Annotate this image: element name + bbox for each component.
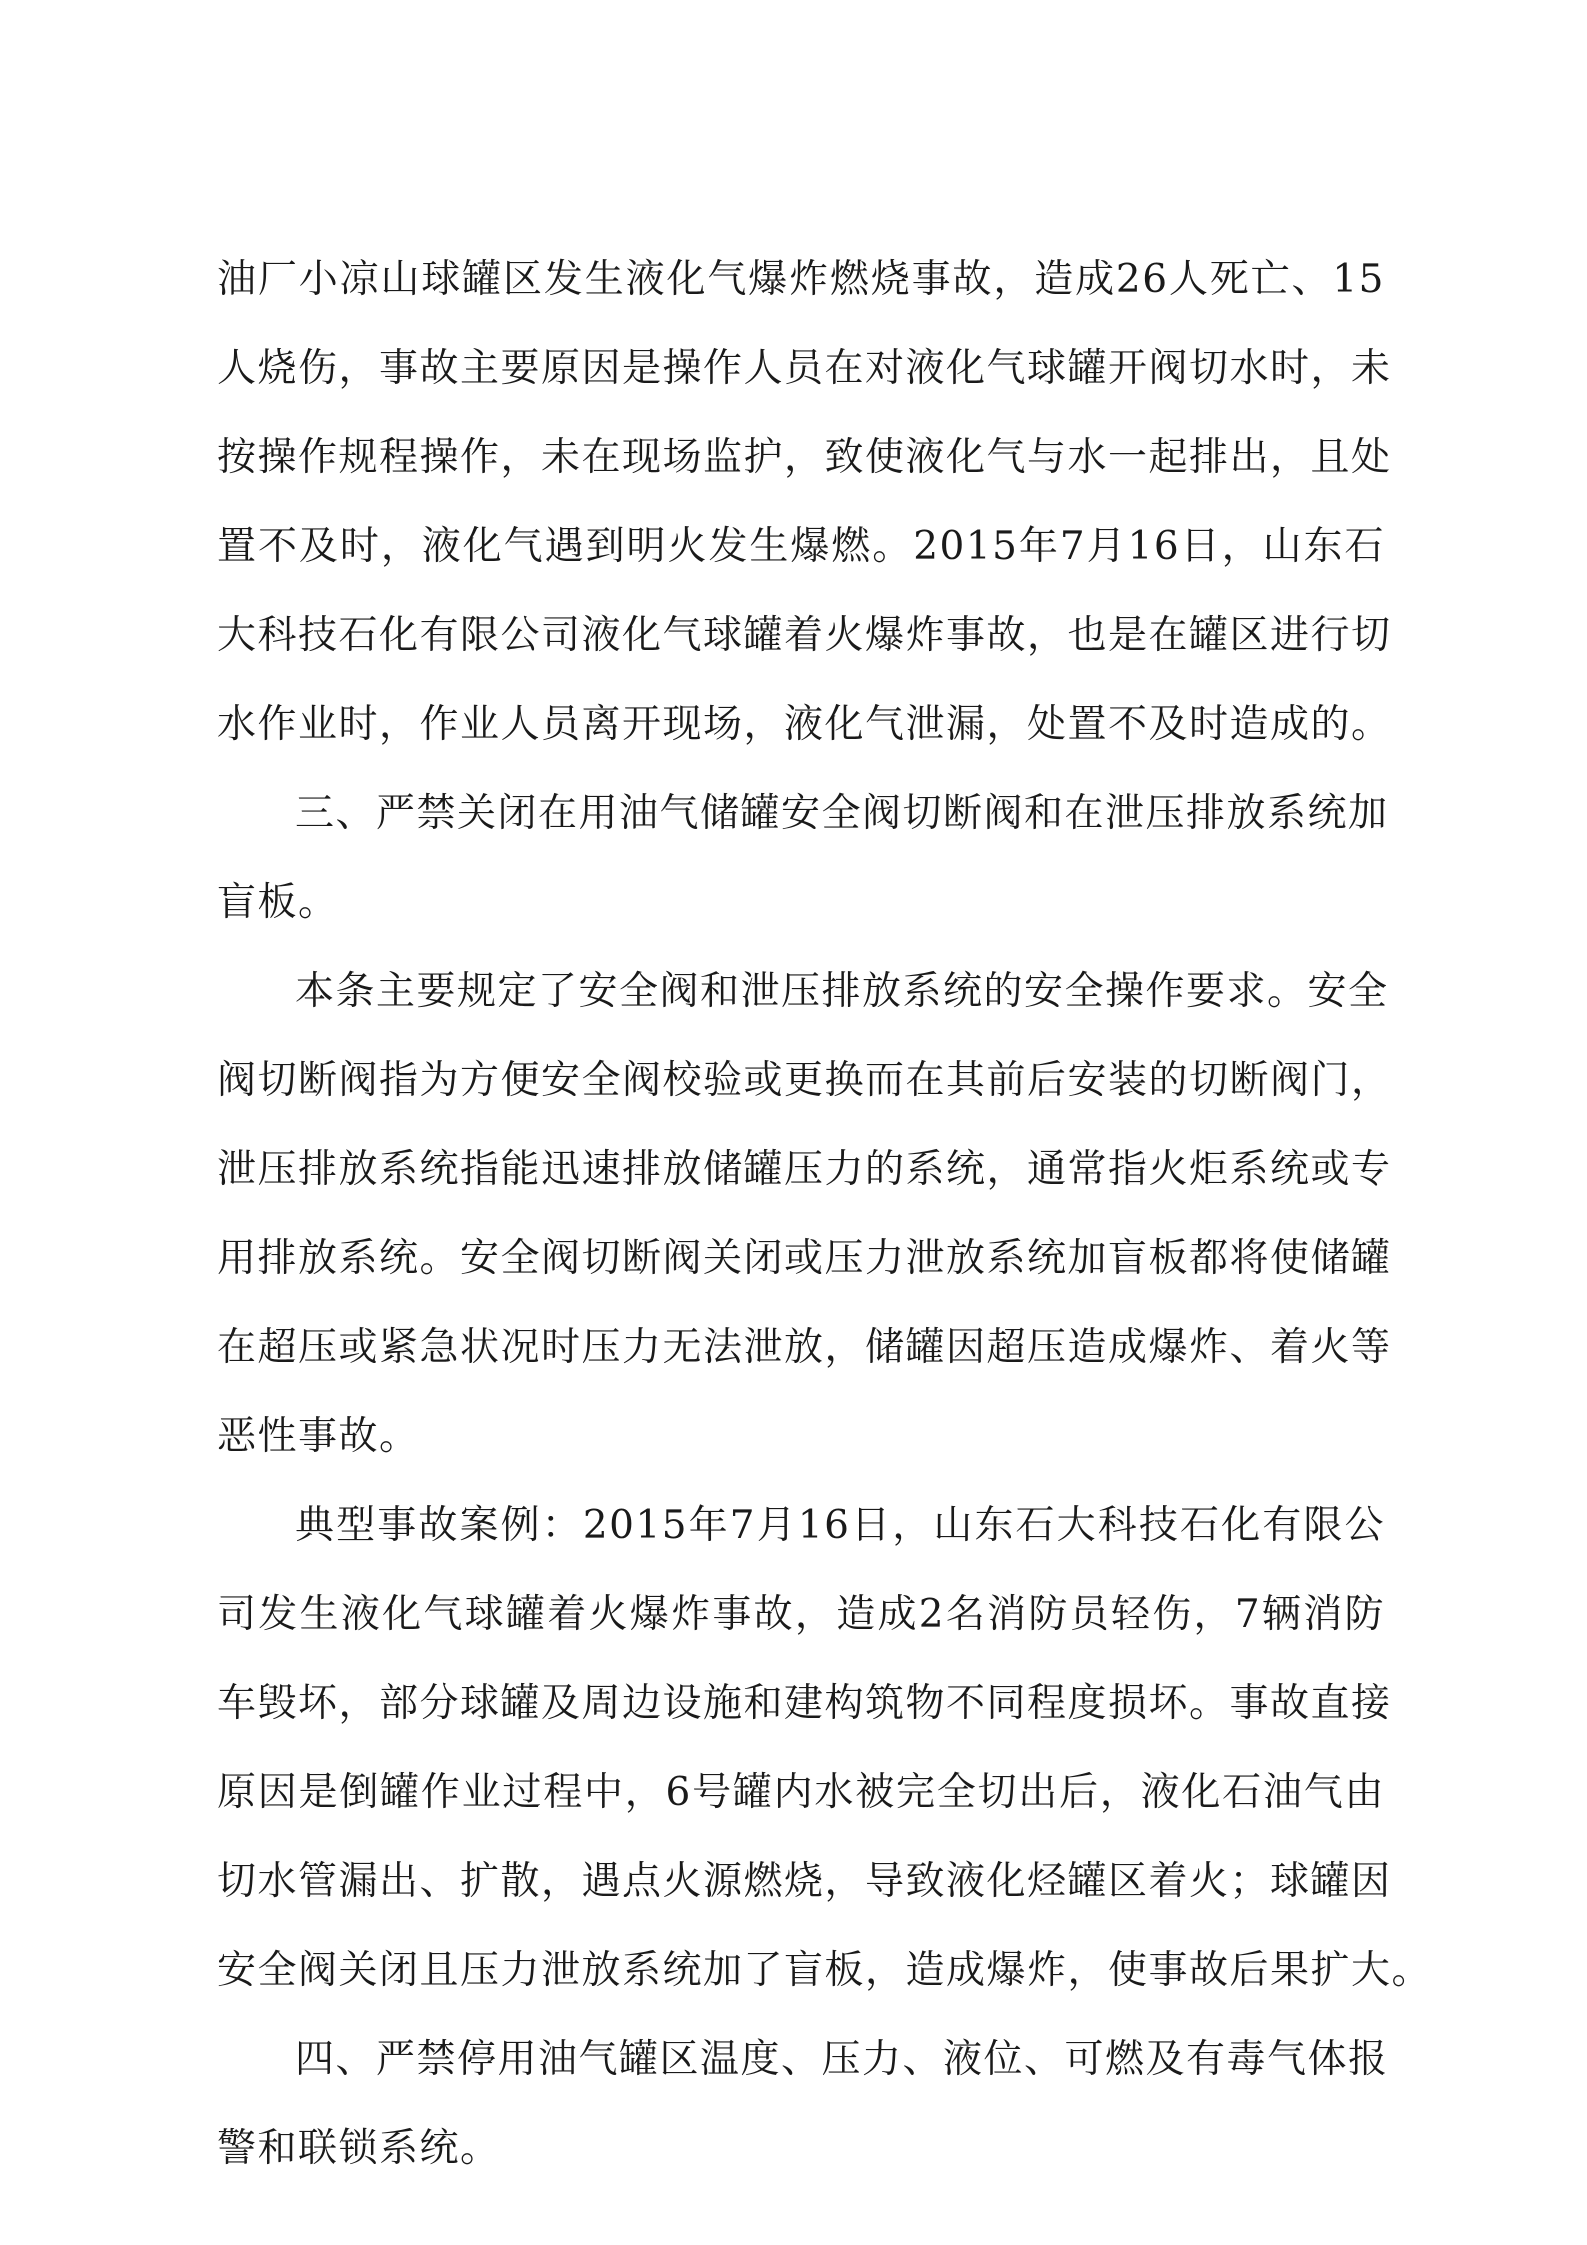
text-line: 按操作规程操作，未在现场监护，致使液化气与水一起排出，且处 (217, 435, 1392, 480)
text-line: 置不及时，液化气遇到明火发生爆燃。2015年7月16日，山东石 (217, 524, 1385, 569)
text-line: 切水管漏出、扩散，遇点火源燃烧，导致液化烃罐区着火；球罐因 (217, 1859, 1392, 1904)
text-line: 本条主要规定了安全阀和泄压排放系统的安全操作要求。安全 (295, 969, 1389, 1014)
text-line: 车毁坏，部分球罐及周边设施和建构筑物不同程度损坏。事故直接 (217, 1681, 1392, 1726)
section-heading-line: 盲板。 (217, 880, 339, 925)
text-line: 原因是倒罐作业过程中，6号罐内水被完全切出后，液化石油气由 (217, 1770, 1385, 1815)
text-line: 泄压排放系统指能迅速排放储罐压力的系统，通常指火炬系统或专 (217, 1147, 1392, 1192)
text-line: 油厂小凉山球罐区发生液化气爆炸燃烧事故，造成26人死亡、15 (217, 257, 1385, 302)
text-line: 人烧伤，事故主要原因是操作人员在对液化气球罐开阀切水时，未 (217, 346, 1392, 391)
section-heading-line: 四、严禁停用油气罐区温度、压力、液位、可燃及有毒气体报 (295, 2037, 1389, 2082)
section-heading-line: 三、严禁关闭在用油气储罐安全阀切断阀和在泄压排放系统加 (295, 791, 1389, 836)
text-line: 在超压或紧急状况时压力无法泄放，储罐因超压造成爆炸、着火等 (217, 1325, 1392, 1370)
text-line: 司发生液化气球罐着火爆炸事故，造成2名消防员轻伤，7辆消防 (217, 1592, 1385, 1637)
text-line: 恶性事故。 (217, 1414, 420, 1459)
text-line: 大科技石化有限公司液化气球罐着火爆炸事故，也是在罐区进行切 (217, 613, 1392, 658)
text-line: 用排放系统。安全阀切断阀关闭或压力泄放系统加盲板都将使储罐 (217, 1236, 1392, 1281)
text-line: 水作业时，作业人员离开现场，液化气泄漏，处置不及时造成的。 (217, 702, 1392, 747)
body-text (217, 235, 1433, 2193)
text-line: 阀切断阀指为方便安全阀校验或更换而在其前后安装的切断阀门， (217, 1058, 1392, 1103)
text-line: 典型事故案例：2015年7月16日，山东石大科技石化有限公 (295, 1503, 1385, 1548)
text-line: 安全阀关闭且压力泄放系统加了盲板，造成爆炸，使事故后果扩大。 (217, 1948, 1433, 1993)
section-heading-line: 警和联锁系统。 (217, 2126, 501, 2171)
